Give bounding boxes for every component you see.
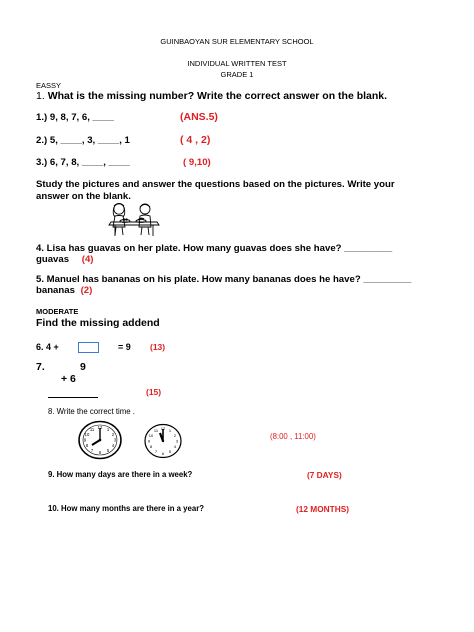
svg-text:5: 5 [168, 449, 172, 454]
test-title: INDIVIDUAL WRITTEN TEST [187, 59, 287, 68]
svg-text:12: 12 [160, 426, 166, 431]
answer-8: (8:00 , 11:00) [270, 432, 316, 441]
svg-text:9: 9 [147, 438, 151, 444]
question-9: 9. How many days are there in a week? [48, 470, 193, 479]
svg-text:5: 5 [106, 448, 110, 453]
answer-5: (2) [80, 285, 93, 296]
question-6-prefix: 6. 4 + [36, 342, 59, 352]
instruction-1 [36, 91, 387, 102]
answer-1: (ANS.5) [180, 111, 218, 123]
question-1: 1.) 9, 8, 7, 6, ____ [36, 112, 114, 123]
school-name: GUINBAOYAN SUR ELEMENTARY SCHOOL [160, 37, 314, 46]
question-4: 4. Lisa has guavas on her plate. How many guavas does she have? _________ [36, 243, 393, 254]
question-4-unit-label: guavas [36, 254, 70, 265]
question-7-top-number: 9 [80, 361, 86, 373]
clock-icon [143, 423, 183, 459]
clock-icon [77, 420, 123, 460]
easy-section-label: EASSY [36, 81, 62, 90]
answer-6: (13) [150, 342, 166, 352]
svg-text:2: 2 [111, 432, 115, 437]
answer-2: ( 4 , 2) [180, 134, 211, 146]
answer-line [48, 397, 98, 398]
question-5-unit-label: bananas [36, 285, 75, 296]
instruction-number: 1. [36, 90, 45, 102]
svg-text:12: 12 [97, 425, 103, 430]
svg-text:11: 11 [89, 427, 95, 432]
question-8: 8. Write the correct time . [48, 407, 135, 416]
question-7-label: 7. [36, 361, 45, 373]
svg-text:11: 11 [153, 428, 159, 433]
svg-text:3: 3 [175, 438, 179, 444]
svg-text:4: 4 [111, 443, 115, 448]
svg-text:7: 7 [90, 448, 94, 453]
question-6-suffix: = 9 [118, 342, 131, 352]
svg-text:10: 10 [148, 433, 154, 438]
svg-text:3: 3 [113, 437, 117, 443]
question-4-unit [36, 255, 93, 265]
question-10: 10. How many months are there in a year? [48, 504, 204, 513]
question-2: 2.) 5, ____, 3, ____, 1 [36, 135, 130, 146]
addend-box[interactable] [78, 342, 99, 353]
svg-text:9: 9 [83, 437, 87, 443]
svg-text:1: 1 [106, 427, 110, 432]
answer-10: (12 MONTHS) [296, 504, 350, 514]
instruction-text: What is the missing number? Write the correct answer on the blank. [47, 90, 388, 102]
svg-text:2: 2 [173, 433, 177, 438]
svg-text:6: 6 [161, 451, 165, 456]
answer-3: ( 9,10) [183, 157, 211, 168]
svg-text:1: 1 [168, 428, 172, 433]
svg-text:6: 6 [98, 450, 102, 455]
moderate-section-label: MODERATE [36, 307, 79, 316]
svg-text:8: 8 [149, 444, 153, 449]
question-7-addend: + 6 [61, 373, 76, 385]
grade-label: GRADE 1 [220, 70, 254, 79]
moderate-title: Find the missing addend [36, 317, 160, 329]
svg-text:10: 10 [84, 432, 90, 437]
answer-4: (4) [81, 254, 94, 265]
svg-text:4: 4 [173, 444, 177, 449]
svg-text:7: 7 [154, 449, 158, 454]
answer-7: (15) [146, 387, 162, 397]
children-eating-picture [103, 200, 165, 238]
question-5: 5. Manuel has bananas on his plate. How many bananas does he have? _________ [36, 274, 412, 285]
study-instruction-line1: Study the pictures and answer the questions based on the pictures. Write your [36, 179, 395, 190]
question-3: 3.) 6, 7, 8, ____, ____ [36, 157, 130, 168]
question-5-unit [36, 286, 92, 296]
study-instruction-line2: answer on the blank. [36, 191, 131, 202]
answer-9: (7 DAYS) [307, 470, 342, 480]
svg-text:8: 8 [85, 443, 89, 448]
